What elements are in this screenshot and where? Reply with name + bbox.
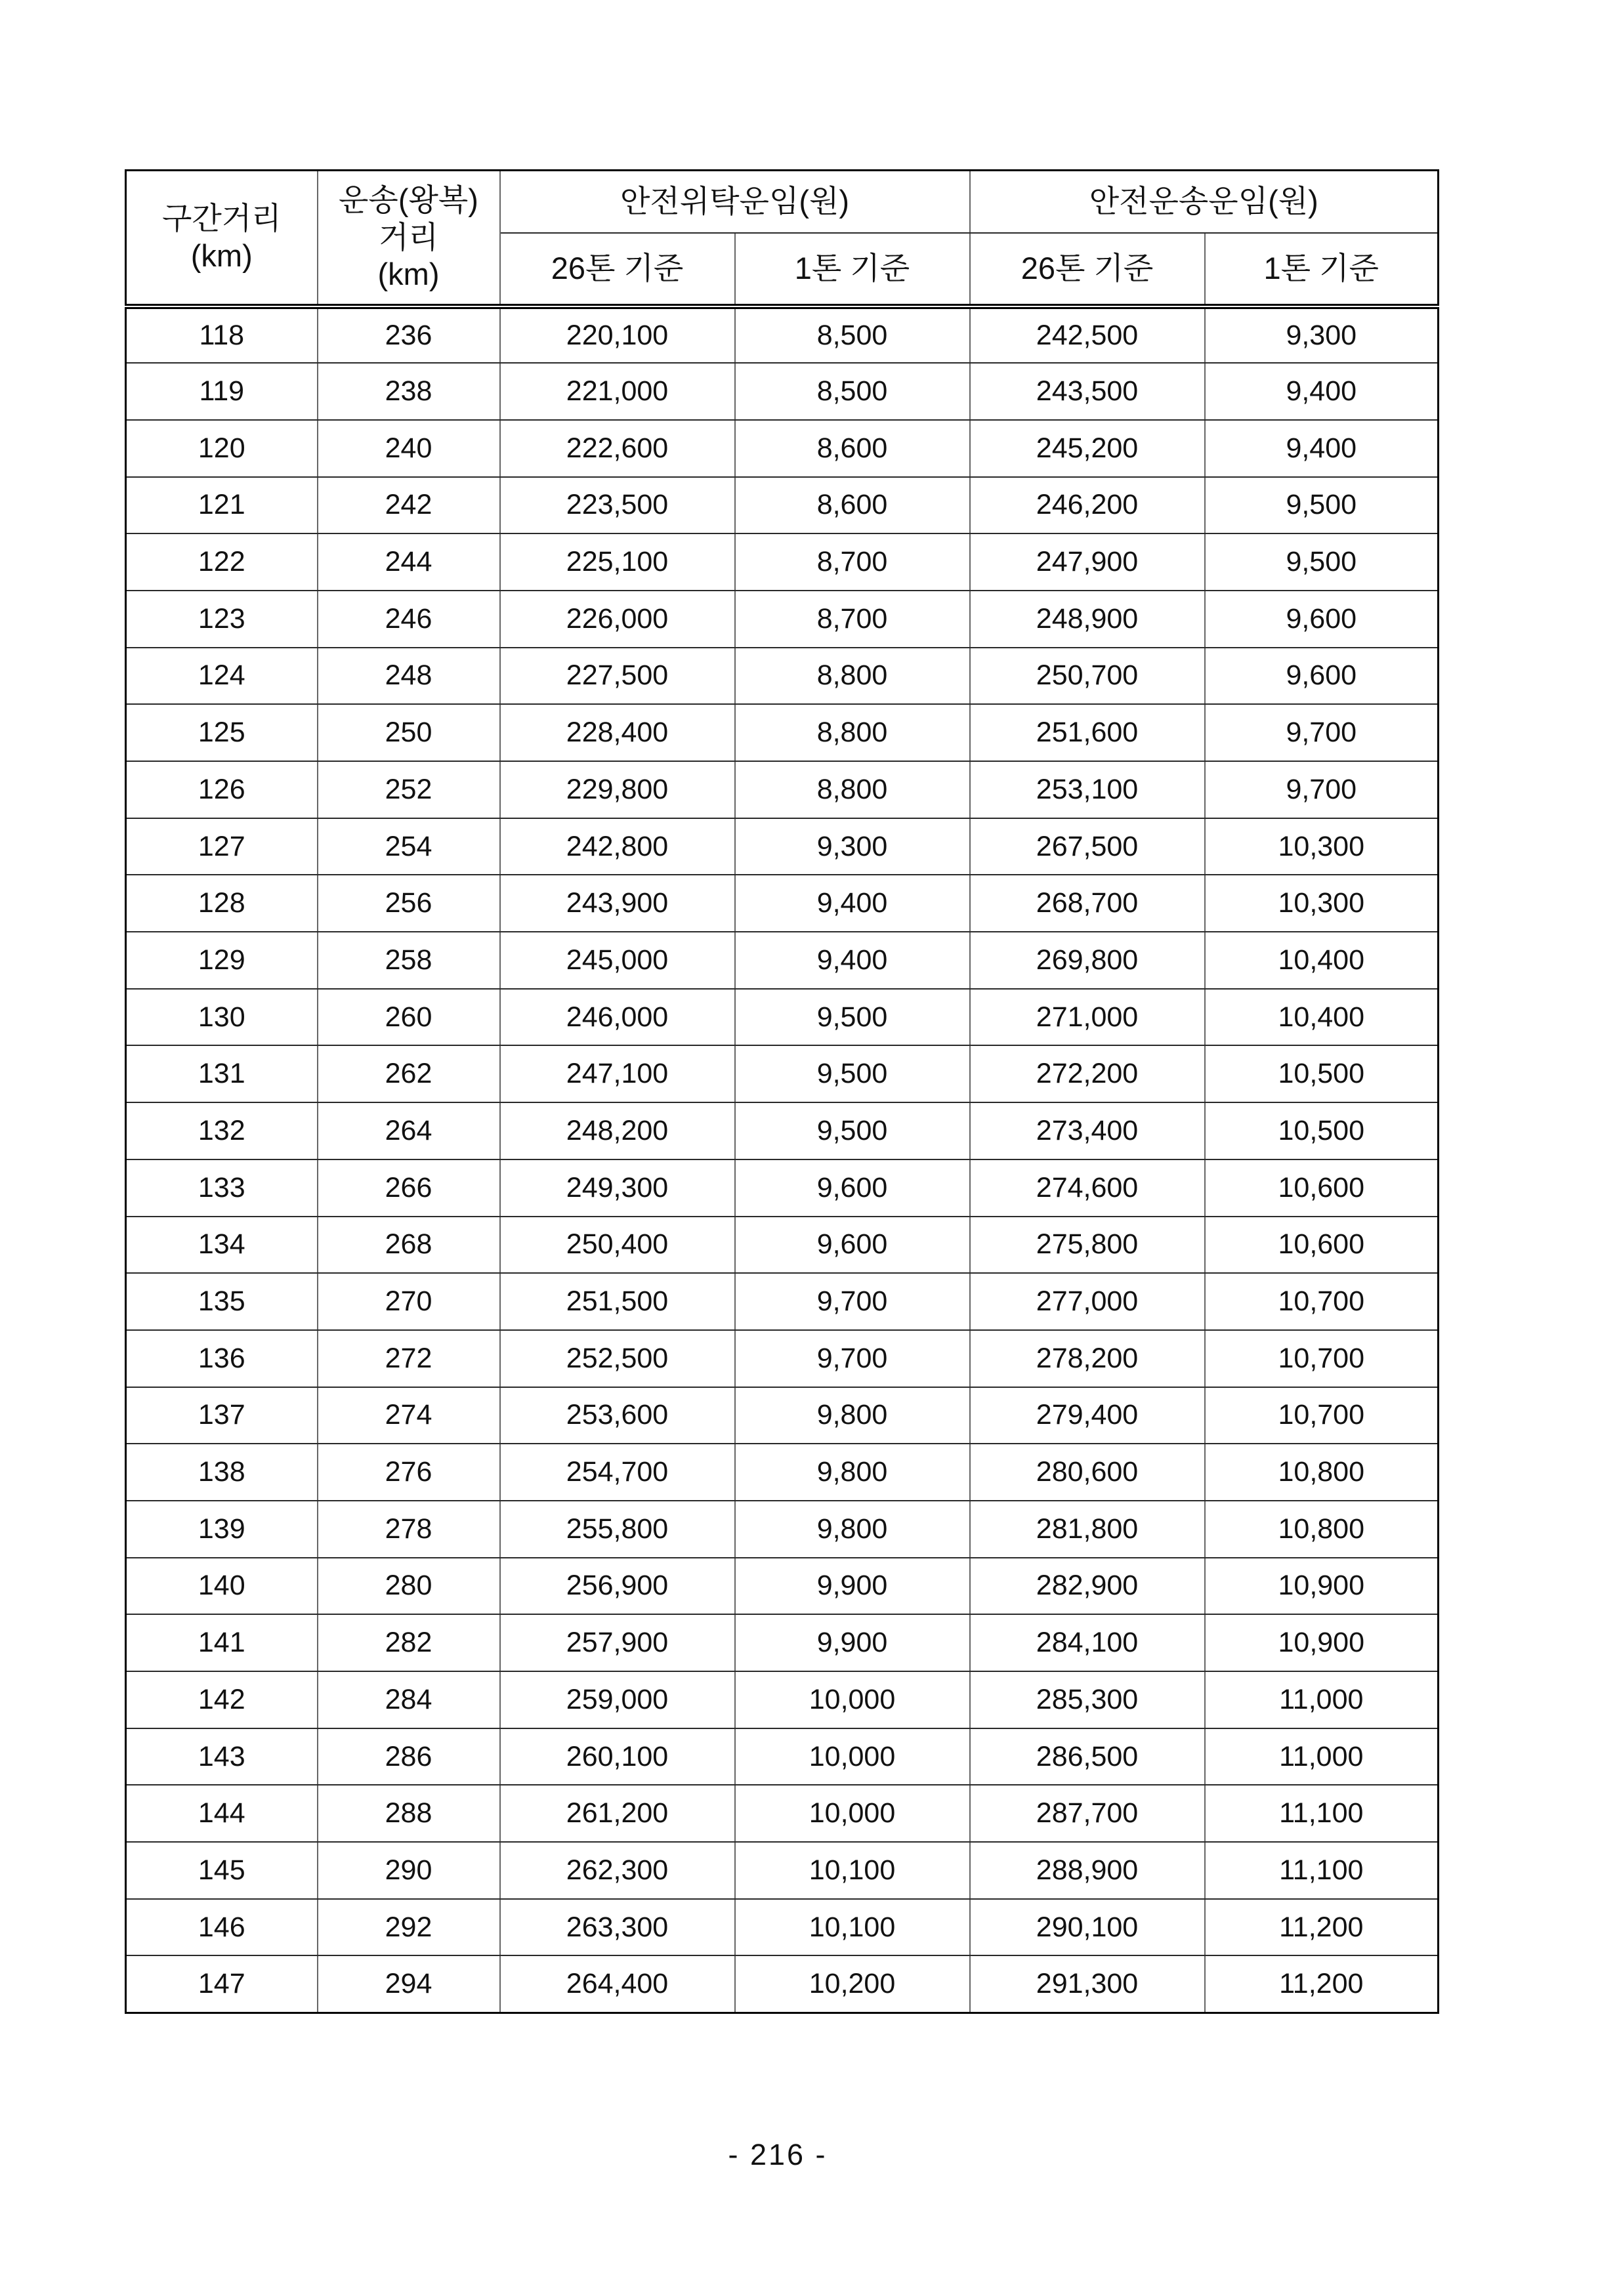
cell-section-distance: 126 [126, 761, 318, 818]
cell-round-trip-distance: 236 [318, 306, 500, 364]
cell-section-distance: 140 [126, 1558, 318, 1615]
cell-section-distance: 130 [126, 989, 318, 1046]
cell-transport-fare-1t: 10,500 [1205, 1102, 1439, 1159]
cell-section-distance: 125 [126, 704, 318, 761]
table-row [126, 1671, 1439, 1728]
cell-round-trip-distance: 288 [318, 1785, 500, 1842]
cell-transport-fare-1t: 9,600 [1205, 591, 1439, 648]
cell-consign-fare-26t: 229,800 [500, 761, 735, 818]
cell-consign-fare-26t: 261,200 [500, 1785, 735, 1842]
cell-transport-fare-1t: 10,300 [1205, 875, 1439, 932]
cell-consign-fare-26t: 221,000 [500, 363, 735, 420]
cell-round-trip-distance: 270 [318, 1273, 500, 1330]
cell-consign-fare-1t: 10,000 [735, 1785, 970, 1842]
table-row [126, 1899, 1439, 1956]
cell-consign-fare-1t: 9,500 [735, 989, 970, 1046]
cell-round-trip-distance: 264 [318, 1102, 500, 1159]
table-row [126, 363, 1439, 420]
header-consign-fare-group: 안전위탁운임(원) [500, 171, 970, 233]
cell-transport-fare-1t: 10,700 [1205, 1330, 1439, 1387]
cell-transport-fare-26t: 290,100 [970, 1899, 1205, 1956]
table-row [126, 989, 1439, 1046]
cell-consign-fare-26t: 251,500 [500, 1273, 735, 1330]
cell-transport-fare-26t: 246,200 [970, 477, 1205, 534]
cell-transport-fare-1t: 9,700 [1205, 704, 1439, 761]
cell-round-trip-distance: 248 [318, 648, 500, 705]
cell-transport-fare-1t: 10,900 [1205, 1558, 1439, 1615]
cell-consign-fare-26t: 227,500 [500, 648, 735, 705]
cell-transport-fare-1t: 10,600 [1205, 1159, 1439, 1217]
cell-transport-fare-26t: 280,600 [970, 1444, 1205, 1501]
cell-transport-fare-26t: 288,900 [970, 1842, 1205, 1899]
cell-round-trip-distance: 272 [318, 1330, 500, 1387]
cell-transport-fare-26t: 275,800 [970, 1217, 1205, 1274]
cell-transport-fare-1t: 10,900 [1205, 1614, 1439, 1671]
cell-round-trip-distance: 260 [318, 989, 500, 1046]
table-row [126, 420, 1439, 477]
cell-transport-fare-26t: 272,200 [970, 1045, 1205, 1102]
cell-transport-fare-1t: 9,700 [1205, 761, 1439, 818]
cell-round-trip-distance: 284 [318, 1671, 500, 1728]
cell-section-distance: 138 [126, 1444, 318, 1501]
cell-consign-fare-26t: 246,000 [500, 989, 735, 1046]
header-round-trip-line2: 거리 [379, 219, 438, 255]
cell-consign-fare-26t: 225,100 [500, 533, 735, 591]
cell-consign-fare-1t: 9,600 [735, 1159, 970, 1217]
cell-consign-fare-1t: 9,600 [735, 1217, 970, 1274]
cell-transport-fare-1t: 9,400 [1205, 363, 1439, 420]
cell-section-distance: 134 [126, 1217, 318, 1274]
cell-transport-fare-1t: 10,800 [1205, 1501, 1439, 1558]
cell-section-distance: 146 [126, 1899, 318, 1956]
cell-consign-fare-26t: 226,000 [500, 591, 735, 648]
cell-round-trip-distance: 242 [318, 477, 500, 534]
cell-round-trip-distance: 294 [318, 1955, 500, 2013]
table-row [126, 1955, 1439, 2013]
cell-consign-fare-1t: 8,500 [735, 306, 970, 364]
cell-consign-fare-26t: 256,900 [500, 1558, 735, 1615]
cell-consign-fare-26t: 248,200 [500, 1102, 735, 1159]
table-row [126, 1273, 1439, 1330]
cell-consign-fare-1t: 9,800 [735, 1444, 970, 1501]
cell-section-distance: 121 [126, 477, 318, 534]
cell-consign-fare-26t: 257,900 [500, 1614, 735, 1671]
cell-section-distance: 139 [126, 1501, 318, 1558]
cell-consign-fare-26t: 263,300 [500, 1899, 735, 1956]
cell-section-distance: 141 [126, 1614, 318, 1671]
table-row [126, 477, 1439, 534]
header-section-distance-line1: 구간거리 [161, 201, 282, 236]
cell-consign-fare-1t: 9,800 [735, 1387, 970, 1444]
cell-round-trip-distance: 274 [318, 1387, 500, 1444]
cell-round-trip-distance: 252 [318, 761, 500, 818]
cell-consign-fare-1t: 9,700 [735, 1273, 970, 1330]
cell-transport-fare-1t: 10,700 [1205, 1273, 1439, 1330]
cell-round-trip-distance: 250 [318, 704, 500, 761]
table-row [126, 1444, 1439, 1501]
cell-consign-fare-1t: 8,800 [735, 704, 970, 761]
cell-consign-fare-26t: 262,300 [500, 1842, 735, 1899]
header-transport-fare-group: 안전운송운임(원) [970, 171, 1439, 233]
cell-transport-fare-1t: 10,400 [1205, 932, 1439, 989]
cell-consign-fare-1t: 9,900 [735, 1558, 970, 1615]
table-row [126, 1501, 1439, 1558]
cell-consign-fare-1t: 10,100 [735, 1842, 970, 1899]
cell-consign-fare-1t: 10,000 [735, 1671, 970, 1728]
cell-transport-fare-26t: 286,500 [970, 1728, 1205, 1785]
cell-transport-fare-26t: 271,000 [970, 989, 1205, 1046]
cell-section-distance: 142 [126, 1671, 318, 1728]
table-row [126, 932, 1439, 989]
fare-table-header [126, 171, 1439, 306]
cell-consign-fare-1t: 8,800 [735, 648, 970, 705]
cell-section-distance: 144 [126, 1785, 318, 1842]
cell-transport-fare-1t: 11,000 [1205, 1728, 1439, 1785]
table-row [126, 761, 1439, 818]
table-row [126, 1159, 1439, 1217]
cell-transport-fare-26t: 248,900 [970, 591, 1205, 648]
cell-round-trip-distance: 254 [318, 818, 500, 875]
cell-section-distance: 124 [126, 648, 318, 705]
cell-consign-fare-26t: 252,500 [500, 1330, 735, 1387]
cell-transport-fare-26t: 279,400 [970, 1387, 1205, 1444]
cell-section-distance: 136 [126, 1330, 318, 1387]
cell-consign-fare-1t: 8,700 [735, 533, 970, 591]
cell-round-trip-distance: 290 [318, 1842, 500, 1899]
cell-transport-fare-1t: 10,400 [1205, 989, 1439, 1046]
cell-consign-fare-26t: 242,800 [500, 818, 735, 875]
cell-round-trip-distance: 256 [318, 875, 500, 932]
cell-round-trip-distance: 286 [318, 1728, 500, 1785]
cell-consign-fare-26t: 259,000 [500, 1671, 735, 1728]
cell-consign-fare-1t: 8,600 [735, 477, 970, 534]
cell-consign-fare-1t: 9,700 [735, 1330, 970, 1387]
cell-transport-fare-26t: 269,800 [970, 932, 1205, 989]
table-row [126, 1842, 1439, 1899]
cell-section-distance: 147 [126, 1955, 318, 2013]
cell-transport-fare-26t: 268,700 [970, 875, 1205, 932]
cell-consign-fare-1t: 8,800 [735, 761, 970, 818]
cell-transport-fare-26t: 251,600 [970, 704, 1205, 761]
cell-consign-fare-26t: 228,400 [500, 704, 735, 761]
cell-transport-fare-1t: 9,500 [1205, 477, 1439, 534]
table-row [126, 306, 1439, 364]
table-row [126, 1558, 1439, 1615]
fare-table-body [126, 306, 1439, 2013]
cell-section-distance: 129 [126, 932, 318, 989]
cell-section-distance: 118 [126, 306, 318, 364]
cell-consign-fare-26t: 220,100 [500, 306, 735, 364]
cell-transport-fare-26t: 242,500 [970, 306, 1205, 364]
footer-page-number: - 216 - [728, 2138, 828, 2171]
cell-transport-fare-26t: 274,600 [970, 1159, 1205, 1217]
cell-consign-fare-1t: 9,500 [735, 1045, 970, 1102]
cell-transport-fare-1t: 9,300 [1205, 306, 1439, 364]
cell-round-trip-distance: 282 [318, 1614, 500, 1671]
freight-fare-table [125, 169, 1439, 2014]
cell-consign-fare-26t: 250,400 [500, 1217, 735, 1274]
cell-consign-fare-1t: 9,500 [735, 1102, 970, 1159]
table-row [126, 1614, 1439, 1671]
cell-section-distance: 132 [126, 1102, 318, 1159]
table-row [126, 875, 1439, 932]
cell-transport-fare-1t: 11,000 [1205, 1671, 1439, 1728]
cell-section-distance: 131 [126, 1045, 318, 1102]
cell-transport-fare-1t: 10,800 [1205, 1444, 1439, 1501]
cell-section-distance: 119 [126, 363, 318, 420]
cell-transport-fare-1t: 9,400 [1205, 420, 1439, 477]
header-consign-1t: 1톤 기준 [735, 233, 970, 306]
header-transport-26t: 26톤 기준 [970, 233, 1205, 306]
cell-transport-fare-26t: 291,300 [970, 1955, 1205, 2013]
cell-transport-fare-26t: 277,000 [970, 1273, 1205, 1330]
cell-consign-fare-1t: 10,100 [735, 1899, 970, 1956]
cell-transport-fare-26t: 281,800 [970, 1501, 1205, 1558]
cell-round-trip-distance: 262 [318, 1045, 500, 1102]
cell-transport-fare-1t: 9,500 [1205, 533, 1439, 591]
cell-section-distance: 128 [126, 875, 318, 932]
cell-consign-fare-26t: 254,700 [500, 1444, 735, 1501]
cell-transport-fare-1t: 11,200 [1205, 1955, 1439, 2013]
header-section-distance-line2: (km) [190, 238, 253, 273]
cell-transport-fare-1t: 10,600 [1205, 1217, 1439, 1274]
cell-consign-fare-26t: 253,600 [500, 1387, 735, 1444]
cell-consign-fare-26t: 260,100 [500, 1728, 735, 1785]
cell-consign-fare-26t: 223,500 [500, 477, 735, 534]
cell-transport-fare-26t: 267,500 [970, 818, 1205, 875]
cell-transport-fare-26t: 247,900 [970, 533, 1205, 591]
cell-consign-fare-1t: 9,400 [735, 932, 970, 989]
header-round-trip-line3: (km) [377, 256, 440, 291]
cell-consign-fare-1t: 8,600 [735, 420, 970, 477]
cell-consign-fare-1t: 9,400 [735, 875, 970, 932]
cell-transport-fare-26t: 287,700 [970, 1785, 1205, 1842]
cell-round-trip-distance: 278 [318, 1501, 500, 1558]
cell-consign-fare-1t: 9,900 [735, 1614, 970, 1671]
table-row [126, 1785, 1439, 1842]
cell-transport-fare-26t: 273,400 [970, 1102, 1205, 1159]
cell-transport-fare-1t: 11,100 [1205, 1785, 1439, 1842]
cell-consign-fare-1t: 9,300 [735, 818, 970, 875]
cell-consign-fare-1t: 10,000 [735, 1728, 970, 1785]
header-section-distance [126, 171, 318, 306]
cell-transport-fare-1t: 10,700 [1205, 1387, 1439, 1444]
cell-transport-fare-1t: 10,300 [1205, 818, 1439, 875]
cell-round-trip-distance: 268 [318, 1217, 500, 1274]
cell-transport-fare-26t: 278,200 [970, 1330, 1205, 1387]
cell-consign-fare-26t: 245,000 [500, 932, 735, 989]
cell-consign-fare-1t: 10,200 [735, 1955, 970, 2013]
cell-consign-fare-26t: 243,900 [500, 875, 735, 932]
cell-section-distance: 137 [126, 1387, 318, 1444]
cell-transport-fare-26t: 282,900 [970, 1558, 1205, 1615]
header-transport-1t: 1톤 기준 [1205, 233, 1439, 306]
table-row [126, 1102, 1439, 1159]
table-row [126, 1217, 1439, 1274]
header-group-row [126, 171, 1439, 233]
cell-consign-fare-26t: 264,400 [500, 1955, 735, 2013]
header-round-trip-line1: 운송(왕복) [339, 182, 478, 218]
cell-round-trip-distance: 292 [318, 1899, 500, 1956]
table-row [126, 704, 1439, 761]
table-row [126, 1387, 1439, 1444]
cell-transport-fare-26t: 253,100 [970, 761, 1205, 818]
cell-round-trip-distance: 238 [318, 363, 500, 420]
cell-section-distance: 122 [126, 533, 318, 591]
cell-section-distance: 145 [126, 1842, 318, 1899]
cell-transport-fare-26t: 285,300 [970, 1671, 1205, 1728]
cell-consign-fare-26t: 255,800 [500, 1501, 735, 1558]
header-consign-26t: 26톤 기준 [500, 233, 735, 306]
cell-section-distance: 127 [126, 818, 318, 875]
table-row [126, 1330, 1439, 1387]
cell-consign-fare-26t: 249,300 [500, 1159, 735, 1217]
cell-consign-fare-1t: 8,700 [735, 591, 970, 648]
cell-round-trip-distance: 280 [318, 1558, 500, 1615]
cell-consign-fare-1t: 8,500 [735, 363, 970, 420]
cell-transport-fare-26t: 245,200 [970, 420, 1205, 477]
cell-section-distance: 143 [126, 1728, 318, 1785]
cell-transport-fare-26t: 243,500 [970, 363, 1205, 420]
cell-round-trip-distance: 266 [318, 1159, 500, 1217]
cell-round-trip-distance: 258 [318, 932, 500, 989]
cell-transport-fare-26t: 250,700 [970, 648, 1205, 705]
cell-round-trip-distance: 246 [318, 591, 500, 648]
cell-transport-fare-1t: 11,100 [1205, 1842, 1439, 1899]
cell-section-distance: 120 [126, 420, 318, 477]
cell-round-trip-distance: 240 [318, 420, 500, 477]
cell-consign-fare-26t: 222,600 [500, 420, 735, 477]
cell-transport-fare-1t: 10,500 [1205, 1045, 1439, 1102]
table-row [126, 818, 1439, 875]
table-row [126, 533, 1439, 591]
cell-section-distance: 135 [126, 1273, 318, 1330]
cell-section-distance: 133 [126, 1159, 318, 1217]
table-row [126, 1728, 1439, 1785]
cell-round-trip-distance: 276 [318, 1444, 500, 1501]
cell-transport-fare-26t: 284,100 [970, 1614, 1205, 1671]
cell-consign-fare-1t: 9,800 [735, 1501, 970, 1558]
cell-consign-fare-26t: 247,100 [500, 1045, 735, 1102]
header-round-trip-distance [318, 171, 500, 306]
cell-transport-fare-1t: 9,600 [1205, 648, 1439, 705]
table-row [126, 648, 1439, 705]
table-row [126, 1045, 1439, 1102]
table-row [126, 591, 1439, 648]
cell-section-distance: 123 [126, 591, 318, 648]
cell-transport-fare-1t: 11,200 [1205, 1899, 1439, 1956]
cell-round-trip-distance: 244 [318, 533, 500, 591]
